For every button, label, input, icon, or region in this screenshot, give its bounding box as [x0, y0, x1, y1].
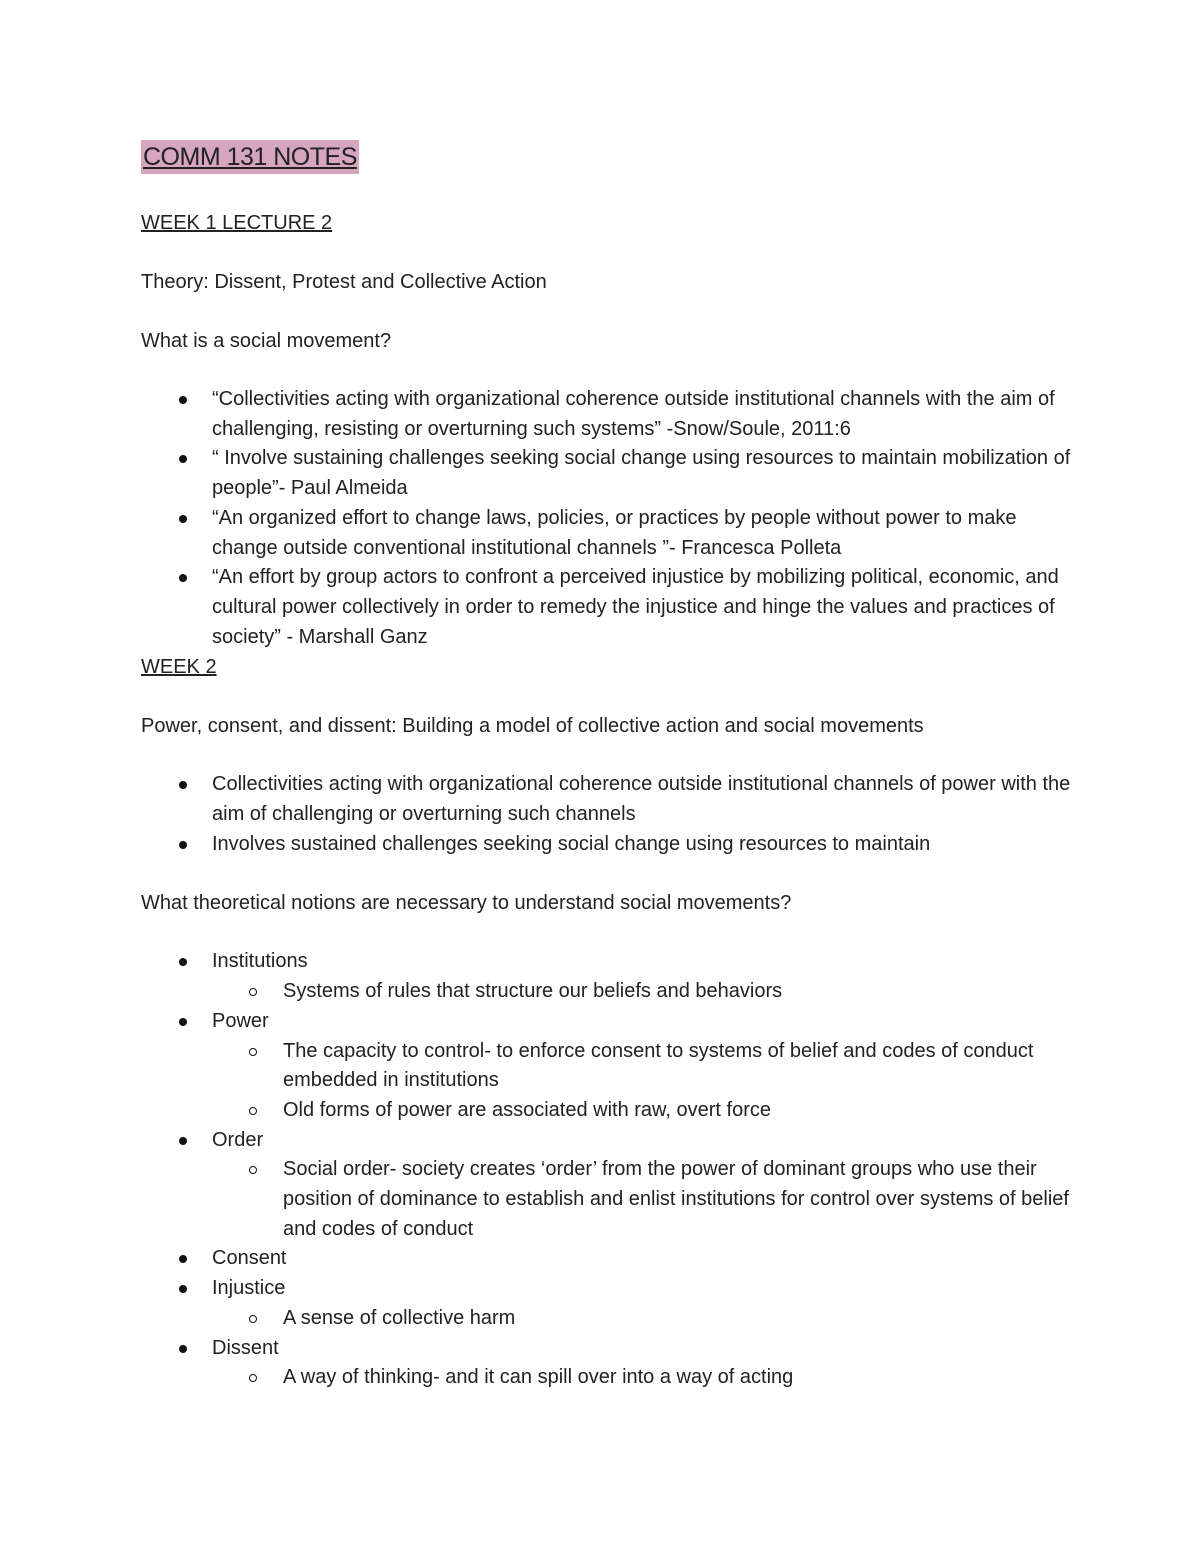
bullet-icon — [179, 1345, 187, 1353]
sub-list — [212, 1304, 1071, 1334]
hollow-bullet-icon — [249, 1374, 257, 1382]
hollow-bullet-icon — [249, 1315, 257, 1323]
list-item-order: Order Social order- society creates ‘order’ from the power of dominant groups who use their position of dominance to establish and enlist institutions for control over systems of belief and codes of conduct — [141, 1126, 1071, 1245]
week2-subtitle: Power, consent, and dissent: Building a model of collective action and social movements — [141, 715, 924, 738]
list-item: Collectivities acting with organizational coherence outside institutional channels of power with the aim of challenging or overturning such channels — [141, 770, 1071, 829]
list-item-consent: Consent — [141, 1244, 1071, 1274]
list-item-institutions: Institutions Systems of rules that structure our beliefs and behaviors — [141, 947, 1071, 1006]
week1-theory: Theory: Dissent, Protest and Collective Action — [141, 271, 547, 293]
sub-list — [212, 1037, 1071, 1126]
list-item: “An effort by group actors to confront a perceived injustice by mobilizing political, economic, and cultural power collectively in order to remedy the injustice and hinge the values and practices of society” - Marshall Ganz — [141, 563, 1071, 652]
notions-list — [141, 947, 1071, 1393]
sub-list-item: Systems of rules that structure our beliefs and behaviors — [141, 977, 1071, 1007]
list-item-dissent: Dissent A way of thinking- and it can spill over into a way of acting — [141, 1334, 1071, 1393]
hollow-bullet-icon — [249, 1048, 257, 1056]
list-item: “Collectivities acting with organizational coherence outside institutional channels with the aim of challenging, resisting or overturning such systems” -Snow/Soule, 2011:6 — [141, 385, 1071, 444]
hollow-bullet-icon — [249, 1166, 257, 1174]
bullet-icon — [179, 841, 187, 849]
hollow-bullet-icon — [249, 1107, 257, 1115]
list-item: Involves sustained challenges seeking social change using resources to maintain — [141, 830, 1071, 860]
sub-list-item: A way of thinking- and it can spill over into a way of acting — [141, 1363, 1071, 1393]
week1-heading: WEEK 1 LECTURE 2 — [141, 212, 333, 234]
bullet-icon — [179, 574, 187, 582]
list-item: “ Involve sustaining challenges seeking social change using resources to maintain mobilization of people”- Paul Almeida — [141, 444, 1071, 503]
sub-list-item: Social order- society creates ‘order’ from the power of dominant groups who use their position of dominance to establish and enlist institutions for control over systems of belief and codes of conduct — [141, 1155, 1071, 1244]
list-item: “An organized effort to change laws, policies, or practices by people without power to make change outside conventional institutional channels ”- Francesca Polleta — [141, 504, 1071, 563]
hollow-bullet-icon — [249, 988, 257, 996]
bullet-icon — [179, 1255, 187, 1263]
sub-list-item: Old forms of power are associated with raw, overt force — [141, 1096, 1071, 1126]
bullet-icon — [179, 1285, 187, 1293]
bullet-icon — [179, 1137, 187, 1145]
week1-question: What is a social movement? — [141, 330, 392, 352]
list-item-power: Power The capacity to control- to enforce consent to systems of belief and codes of conduct embedded in institutions Old forms of power are associated with raw, overt force — [141, 1007, 1071, 1126]
sub-list — [212, 1363, 1071, 1393]
bullet-icon — [179, 455, 187, 463]
list-item-injustice: Injustice A sense of collective harm — [141, 1274, 1071, 1333]
sub-list-item: The capacity to control- to enforce consent to systems of belief and codes of conduct embedded in institutions — [141, 1037, 1071, 1096]
bullet-icon — [179, 958, 187, 966]
week2-definition-list — [141, 770, 1071, 859]
bullet-icon — [179, 515, 187, 523]
document-title: COMM 131 NOTES — [141, 140, 359, 174]
document-page — [141, 140, 1071, 1393]
bullet-icon — [179, 1018, 187, 1026]
week2-heading: WEEK 2 — [141, 656, 217, 679]
bullet-icon — [179, 781, 187, 789]
bullet-icon — [179, 396, 187, 404]
sub-list — [212, 977, 1071, 1007]
week1-definition-list — [141, 385, 1071, 652]
sub-list — [212, 1155, 1071, 1244]
week2-question: What theoretical notions are necessary to understand social movements? — [141, 892, 792, 915]
sub-list-item: A sense of collective harm — [141, 1304, 1071, 1334]
